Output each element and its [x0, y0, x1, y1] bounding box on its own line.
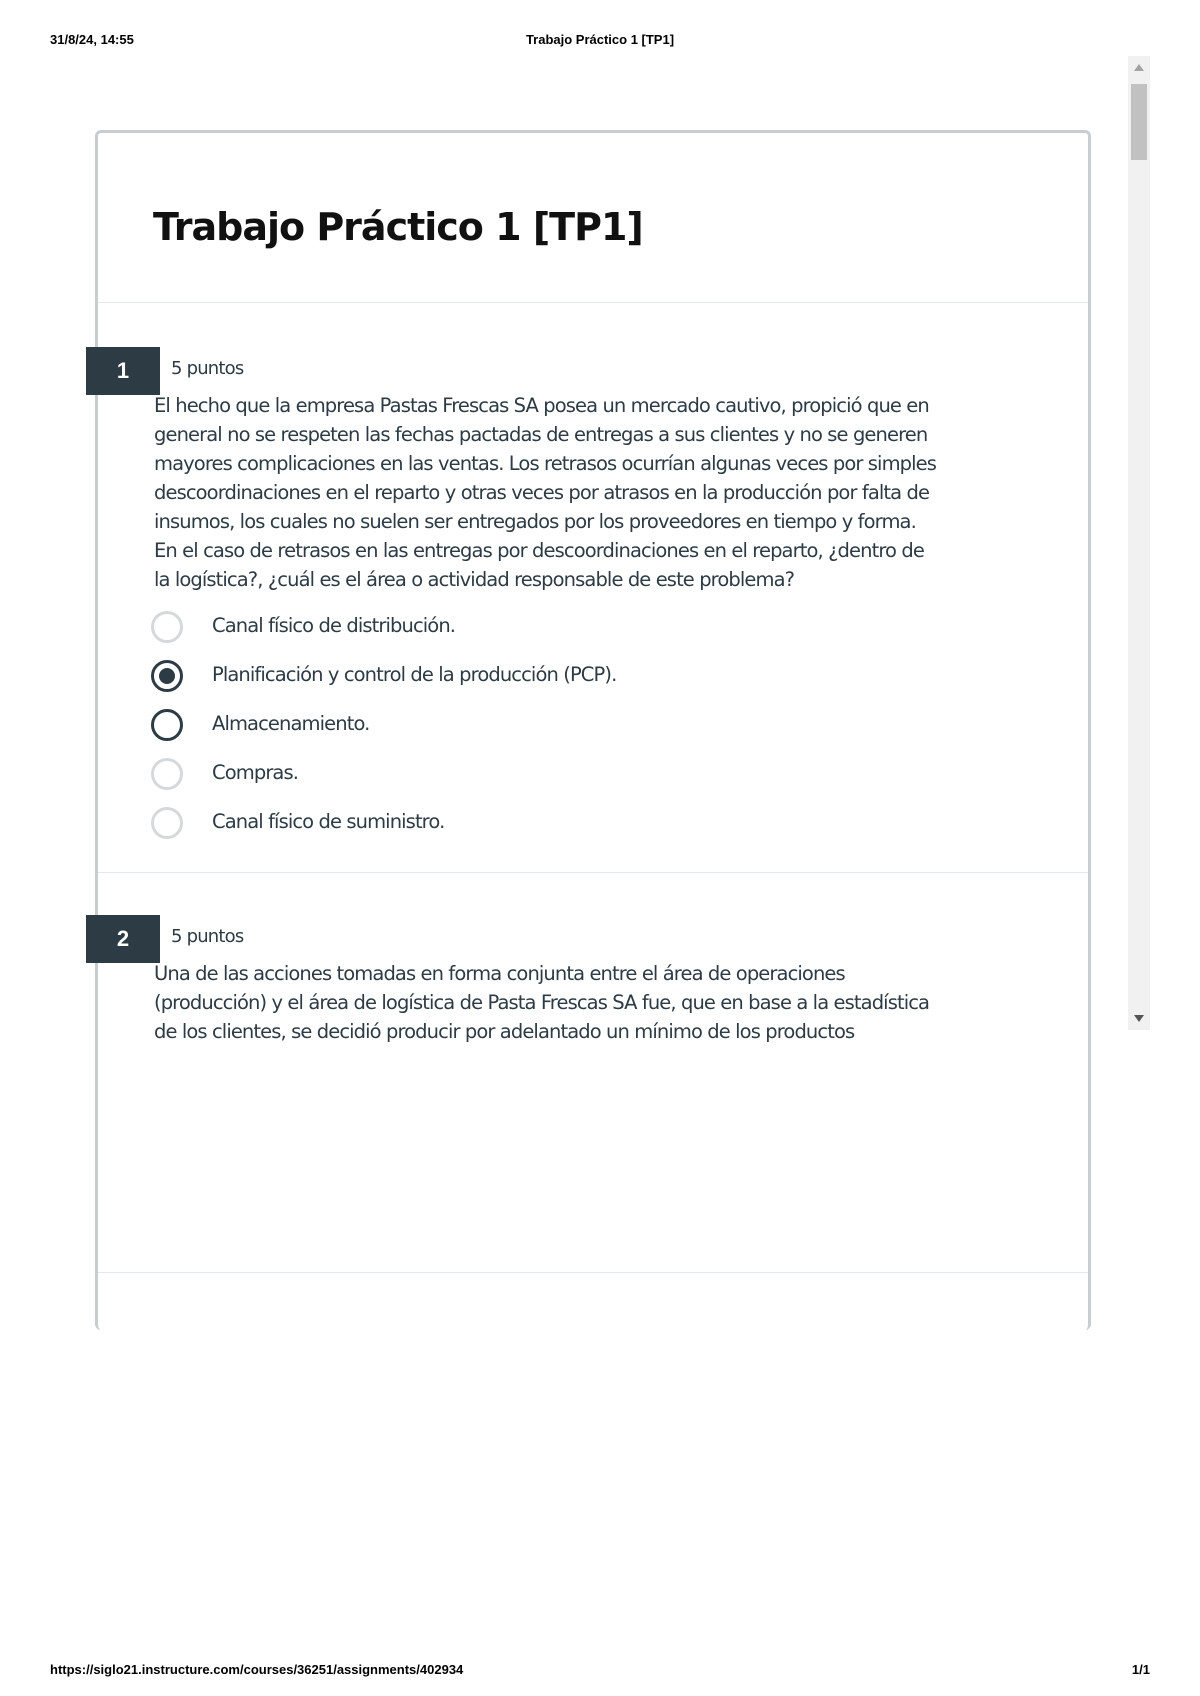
radio-button-selected[interactable]	[151, 660, 183, 692]
question-text-line: general no se respeten las fechas pactadas de entregas a sus clientes y no se generen	[154, 423, 928, 446]
question-text	[154, 959, 1054, 1046]
print-date: 31/8/24, 14:55	[50, 32, 134, 47]
question-text-line: la logística?, ¿cuál es el área o actividad responsable de este problema?	[154, 568, 795, 591]
print-title: Trabajo Práctico 1 [TP1]	[525, 32, 675, 47]
answer-label[interactable]: Canal físico de distribución.	[212, 614, 456, 637]
answer-list	[151, 611, 1031, 856]
answer-label[interactable]: Compras.	[212, 761, 299, 784]
print-header	[50, 32, 1150, 52]
question-text-line: El hecho que la empresa Pastas Frescas SA posea un mercado cautivo, propició que en	[154, 394, 929, 417]
answer-label[interactable]: Planificación y control de la producción (PCP).	[212, 663, 617, 686]
question-text	[154, 391, 1054, 594]
question-text-line: insumos, los cuales no suelen ser entregados por los proveedores en tiempo y forma.	[154, 510, 916, 533]
print-page-number: 1/1	[1131, 1662, 1150, 1677]
question-2	[98, 873, 1088, 1273]
question-text-line: Una de las acciones tomadas en forma conjunta entre el área de operaciones	[154, 962, 845, 985]
vertical-scrollbar[interactable]	[1128, 56, 1150, 1030]
answer-label[interactable]: Almacenamiento.	[212, 712, 370, 735]
question-text-line: mayores complicaciones en las ventas. Los retrasos ocurrían algunas veces por simples	[154, 452, 937, 475]
question-text-line: (producción) y el área de logística de Pasta Frescas SA fue, que en base a la estadística	[154, 991, 930, 1014]
question-text-line: descoordinaciones en el reparto y otras veces por atrasos en la producción por falta de	[154, 481, 930, 504]
page-title: Trabajo Práctico 1 [TP1]	[153, 205, 643, 249]
question-points: 5 puntos	[171, 358, 244, 379]
scrollbar-thumb[interactable]	[1131, 84, 1147, 160]
answer-option[interactable]	[151, 611, 1031, 660]
quiz-viewport[interactable]	[50, 56, 1150, 1043]
quiz-card	[95, 130, 1091, 1330]
question-points: 5 puntos	[171, 926, 244, 947]
question-text-line: En el caso de retrasos en las entregas por descoordinaciones en el reparto, ¿dentro de	[154, 539, 924, 562]
print-footer	[50, 1662, 1150, 1682]
quiz-header	[98, 133, 1088, 303]
radio-button[interactable]	[151, 709, 183, 741]
answer-option[interactable]	[151, 807, 1031, 856]
answer-label[interactable]: Canal físico de suministro.	[212, 810, 445, 833]
question-1	[98, 303, 1088, 873]
print-url: https://siglo21.instructure.com/courses/36251/assignments/402934	[50, 1662, 464, 1677]
scroll-up-arrow-icon[interactable]	[1134, 64, 1144, 71]
answer-option[interactable]	[151, 660, 1031, 709]
answer-option[interactable]	[151, 758, 1031, 807]
question-number: 1	[86, 347, 160, 395]
radio-button[interactable]	[151, 611, 183, 643]
radio-button[interactable]	[151, 807, 183, 839]
answer-option[interactable]	[151, 709, 1031, 758]
question-number: 2	[86, 915, 160, 963]
question-text-line: de los clientes, se decidió producir por adelantado un mínimo de los productos	[154, 1020, 855, 1043]
scroll-down-arrow-icon[interactable]	[1134, 1015, 1144, 1022]
radio-button[interactable]	[151, 758, 183, 790]
